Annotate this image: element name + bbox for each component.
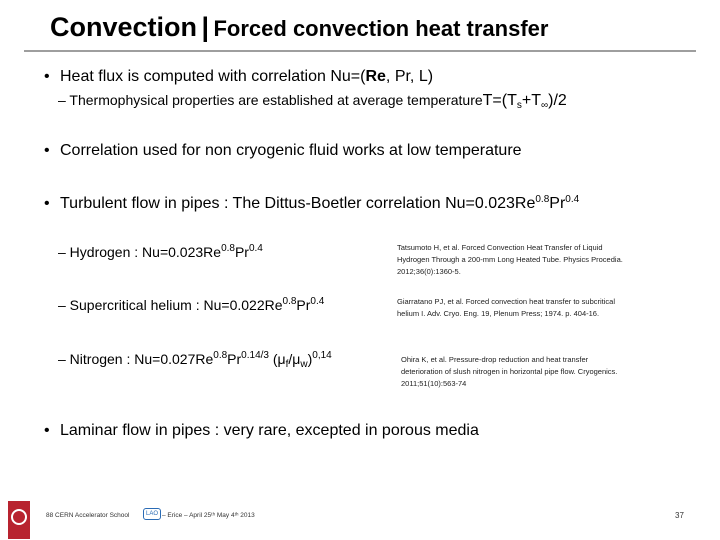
title-separator: | [201, 12, 210, 42]
footer-school: 88 CERN Accelerator School [46, 512, 130, 519]
bullet-laminar-flow: • Laminar flow in pipes : very rare, excepted in porous media [44, 422, 479, 439]
reference-hydrogen: Tatsumoto H, et al. Forced Convection Heat Transfer of Liquid Hydrogen Through a 200-mm Long Heated Tube. Physics Procedia. 2012;36(0):1360-5. [397, 243, 623, 276]
lao-logo: LAO [143, 508, 161, 520]
bullet-heat-flux: • Heat flux is computed with correlation Nu=(Re, Pr, L) [44, 68, 434, 85]
subbullet-thermophysical: – Thermophysical properties are established at average $temperatureT=(T_s+T_\infty)/2$ [58, 92, 567, 111]
footer-location-date: – Erice – April 25ᵗʰ May 4ᵗʰ 2013 [162, 512, 255, 519]
subbullet-hydrogen: – Hydrogen : $Nu=0.023Re^{0.8}Pr^{0.4}$ [58, 243, 263, 260]
reference-nitrogen: Ohira K, et al. Pressure-drop reduction and heat transfer deterioration of slush nitrogen in horizontal pipe flow. Cryogenics. 2011;51(10):563-74 [401, 355, 618, 388]
average-temperature-equation: $T=(T_s+T_\infty)/2$ [482, 92, 567, 111]
cea-logo [8, 501, 30, 539]
reference-helium: Giarratano PJ, et al. Forced convection heat transfer to subcritical helium I. Adv. Cryo. Eng. 19, Plenum Press; 1974. p. 404-16. [397, 297, 616, 318]
title-main: Convection [50, 12, 198, 42]
bullet-turbulent-flow: • Turbulent flow in pipes : The Dittus-Boetler correlation $Nu=0.023Re^{0.8}Pr^{0.4}$ [44, 194, 580, 212]
bullet-non-cryogenic: • Correlation used for non cryogenic fluid works at low temperature [44, 142, 522, 159]
title-divider [24, 50, 696, 52]
subbullet-supercritical-helium: – Supercritical helium : $Nu=0.022Re^{0.8}Pr^{0.4}$ [58, 296, 325, 313]
page-title [50, 12, 548, 43]
page-number: 37 [675, 511, 684, 520]
title-subtitle: Forced convection heat transfer [213, 16, 549, 41]
subbullet-nitrogen: – Nitrogen : $Nu=0.027Re^{0.8}Pr^{0.14/3}$ $(\mu_f/\mu_w)^{0,14}$ [58, 350, 332, 370]
